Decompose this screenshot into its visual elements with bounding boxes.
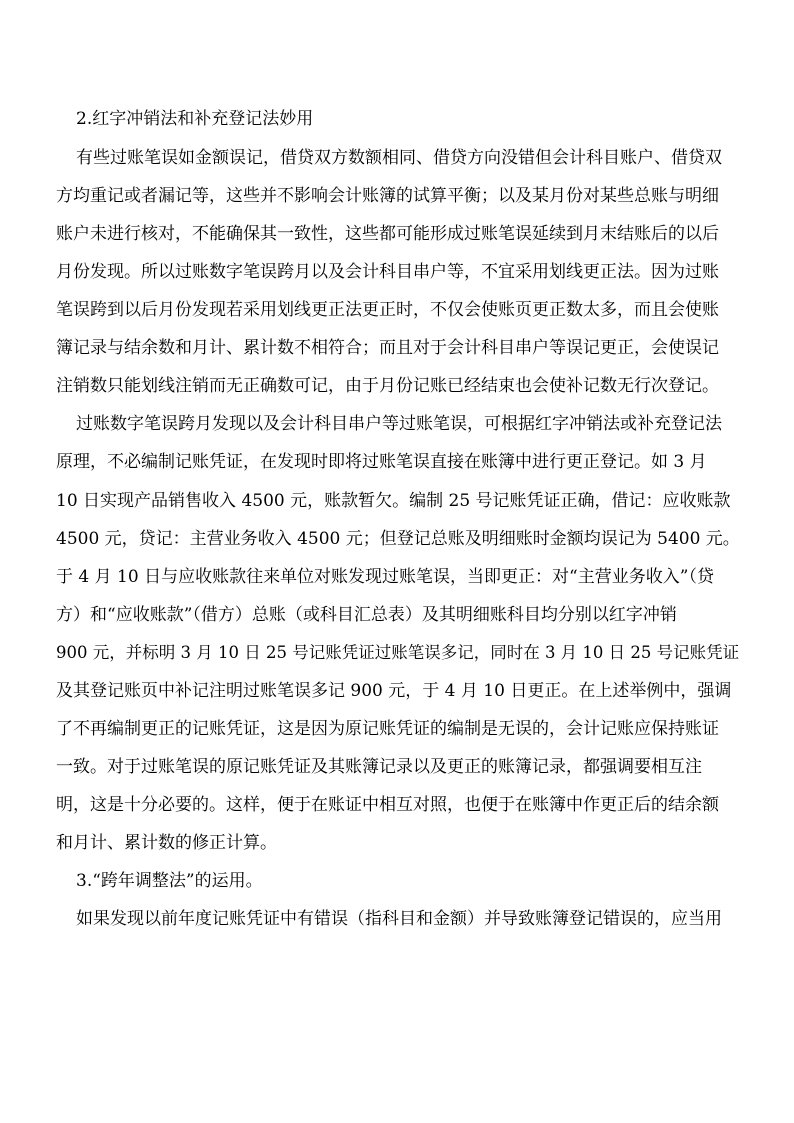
paragraph-line: 900 元，并标明 3 月 10 日 25 号记账凭证过账笔误多记，同时在 3 月 10 日 25 号记账凭证	[56, 643, 740, 662]
paragraph-line: 原理，不必编制记账凭证，在发现时即将过账笔误直接在账簿中进行更正登记。如 3 月	[56, 452, 707, 472]
paragraph-line: 如果发现以前年度记账凭证中有错误（指科目和金额）并导致账簿登记错误的，应当用	[76, 909, 722, 929]
paragraph-line: 有些过账笔误如金额误记，借贷双方数额相同、借贷方向没错但会计科目账户、借贷双	[76, 148, 722, 168]
paragraph-line: 方均重记或者漏记等，这些并不影响会计账簿的试算平衡；以及某月份对某些总账与明细	[56, 186, 719, 206]
paragraph-line: 账户未进行核对，不能确保其一致性，这些都可能形成过账笔误延续到月末结账后的以后	[56, 224, 719, 244]
paragraph-line: 方）和“应收账款”（借方）总账（或科目汇总表）及其明细账科目均分别以红字冲销	[56, 605, 677, 625]
paragraph-line: 笔误跨到以后月份发现若采用划线更正法更正时，不仅会使账页更正数太多，而且会使账	[56, 300, 719, 320]
paragraph-line: 4500 元，贷记：主营业务收入 4500 元；但登记总账及明细账时金额均误记为 5400 元。	[56, 529, 740, 549]
paragraph-line: 注销数只能划线注销而无正确数可记，由于月份记账已经结束也会使补记数无行次登记。	[56, 376, 719, 396]
paragraph-line: 了不再编制更正的记账凭证，这是因为原记账凭证的编制是无误的，会计记账应保持账证	[56, 719, 719, 739]
paragraph-line: 及其登记账页中补记注明过账笔误多记 900 元，于 4 月 10 日更正。在上述举例中，强调	[56, 681, 732, 701]
section-heading-2: 2.红字冲销法和补充登记法妙用	[76, 109, 314, 129]
paragraph-line: 簿记录与结余数和月计、累计数不相符合；而且对于会计科目串户等误记更正，会使误记	[56, 338, 719, 358]
section-heading-3: 3.“跨年调整法”的运用。	[76, 871, 263, 891]
paragraph-line: 和月计、累计数的修正计算。	[56, 833, 277, 853]
paragraph-line: 于 4 月 10 日与应收账款往来单位对账发现过账笔误，当即更正：对“主营业务收入”（贷	[56, 567, 714, 587]
paragraph-line: 过账数字笔误跨月发现以及会计科目串户等过账笔误，可根据红字冲销法或补充登记法	[76, 414, 722, 434]
paragraph-line: 明，这是十分必要的。这样，便于在账证中相互对照，也便于在账簿中作更正后的结余额	[56, 795, 719, 815]
paragraph-line: 月份发现。所以过账数字笔误跨月以及会计科目串户等，不宜采用划线更正法。因为过账	[56, 262, 719, 282]
paragraph-line: 一致。对于过账笔误的原记账凭证及其账簿记录以及更正的账簿记录，都强调要相互注	[56, 757, 702, 777]
paragraph-line: 10 日实现产品销售收入 4500 元，账款暂欠。编制 25 号记账凭证正确，借记：应收账款	[56, 491, 731, 511]
